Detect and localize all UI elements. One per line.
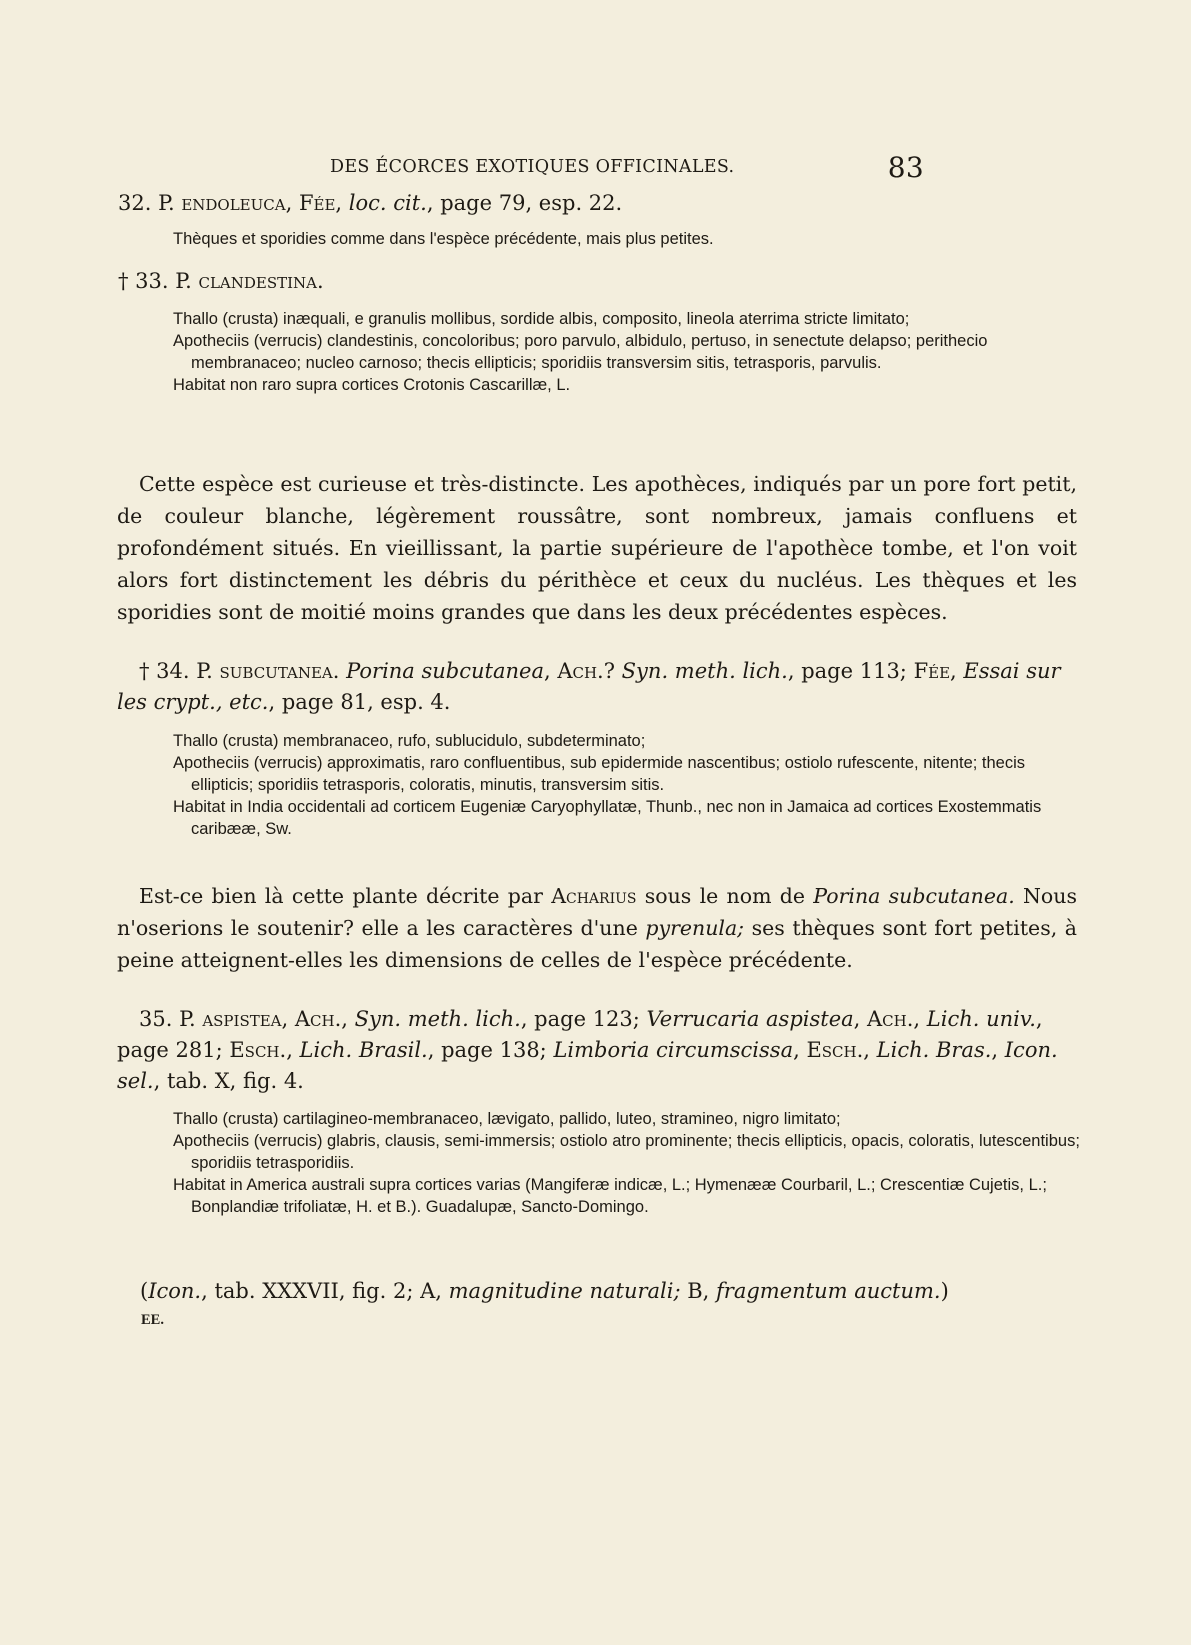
plate-reference [140,1276,1085,1307]
entry-number: † 34. P. [139,659,220,683]
entry-number: 35. P. [139,1007,203,1031]
text-run: Est-ce bien là cette plante décrite par [139,884,552,908]
synonym: Verrucaria aspistea [646,1007,854,1031]
species-name: clandestina. [198,269,324,293]
text-run: ( [140,1279,149,1303]
text-run: ses thèques sont fort petites, à peine atteignent-elles les dimensions de celles de l'espèce précédente. [117,916,1077,972]
species-name: endoleuca [181,191,286,215]
latin-line: Apotheciis (verrucis) glabris, clausis, semi-immersis; ostiolo atro prominente; thecis ellipticis, opacis, coloratis, lutescentibus; sporidiis tetrasporidiis. [173,1132,1080,1172]
latin-line: Habitat in India occidentali ad corticem Eugeniæ Caryophyllatæ, Thunb., nec non in Jamaica ad cortices Exostemmatis caribææ, Sw. [173,798,1042,838]
reference: Icon. sel. [117,1038,1058,1093]
separator: , [950,659,964,683]
reference-page: , page 79, esp. 22. [426,191,623,215]
reference: Lich. Brasil. [299,1038,428,1062]
species-mention: Porina subcutanea. [813,884,1015,908]
text-run: B, [680,1279,717,1303]
author: Ach. [294,1007,342,1031]
reference-page: , page 81, esp. 4. [268,690,451,714]
author: Ach. [557,659,604,683]
author: Ach. [867,1007,914,1031]
entry-34-commentary [117,880,1077,976]
separator: , [543,659,558,683]
caption-text: fragmentum auctum. [716,1279,941,1303]
separator: , [853,1007,868,1031]
author: Acharius [551,884,637,908]
text-run: Nous n'oserions le soutenir? elle a les caractères d'une [117,884,1077,940]
reference-page: , page 123; [520,1007,647,1031]
reference: Lich. univ. [926,1007,1036,1031]
latin-line: Habitat non raro supra cortices Crotonis Cascarillæ, L. [173,376,571,394]
genus-mention: pyrenula; [645,916,745,940]
author: Esch. [229,1038,287,1062]
reference: Syn. meth. lich. [621,659,788,683]
synonym: Porina subcutanea [346,659,544,683]
header-title: DES ÉCORCES EXOTIQUES OFFICINALES. [330,157,735,177]
separator: ? [603,659,622,683]
entry-35-latin-diagnosis [173,1108,1085,1218]
entry-number: † 33. P. [118,269,199,293]
entry-33-commentary: Cette espèce est curieuse et très-distincte. Les apothèces, indiqués par un pore fort petit, de couleur blanche, légèrement roussâtre, sont nombreux, jamais confluens et profondément situés. En vieillissant, la partie supérieure de l'apothèce tombe, et l'on voit alors fort distinctement les débris du périthèce et ceux du nucléus. Les thèques et les sporidies sont de moitié moins grandes que dans les deux précédentes espèces. [117,472,1077,624]
reference: loc. cit. [348,191,427,215]
separator: , [793,1038,807,1062]
text-run: , tab. XXXVII, fig. 2; A, [201,1279,449,1303]
author: Fée [298,191,336,215]
signature-mark: EE. [141,1312,164,1328]
separator: , [285,191,299,215]
entry-32-heading [118,188,1078,219]
reference: Icon. [148,1279,202,1303]
separator: , [863,1038,877,1062]
separator: , [335,191,349,215]
caption-text: magnitudine naturali; [448,1279,681,1303]
author: Esch. [806,1038,864,1062]
reference: Lich. Bras. [876,1038,992,1062]
entry-32-description: Thèques et sporidies comme dans l'espèce précédente, mais plus petites. [173,230,714,248]
entry-number: 32. P. [118,191,182,215]
separator: , [281,1007,295,1031]
species-name: subcutanea. [219,659,340,683]
latin-line: Thallo (crusta) cartilagineo-membranaceo, lævigato, pallido, luteo, stramineo, nigro limitato; [173,1110,841,1128]
latin-line: Apotheciis (verrucis) approximatis, raro confluentibus, sub epidermide nascentibus; ostiolo rufescente, nitente; thecis ellipticis; sporidiis tetrasporis, coloratis, minutis, transversim sitis. [173,754,1026,794]
separator: , [286,1038,300,1062]
entry-34-heading [117,656,1077,718]
reference-page: , page 113; [787,659,914,683]
text-run: sous le nom de [636,884,814,908]
reference: Syn. meth. lich. [354,1007,521,1031]
reference-page: , tab. X, fig. 4. [153,1069,304,1093]
entry-33-heading [118,266,1078,297]
reference-page: , page 281; [117,1007,1043,1062]
species-name: aspistea [202,1007,282,1031]
latin-line: Habitat in America australi supra cortices varias (Mangiferæ indicæ, L.; Hymenææ Courbaril, L.; Crescentiæ Cujetis, L.; Bonplandiæ trifoliatæ, H. et B.). Guadalupæ, Sancto-Domingo. [173,1176,1047,1216]
author: Fée [913,659,951,683]
synonym: Limboria circumscissa [553,1038,794,1062]
entry-33-latin-diagnosis [173,308,1085,396]
entry-34-latin-diagnosis [173,730,1085,840]
entry-35-heading [117,1004,1077,1097]
latin-line: Thallo (crusta) inæquali, e granulis mollibus, sordide albis, composito, lineola aterrima stricte limitato; [173,310,910,328]
separator: , [913,1007,927,1031]
reference-page: , page 138; [427,1038,554,1062]
separator: , [991,1038,1005,1062]
latin-line: Thallo (crusta) membranaceo, rufo, sublucidulo, subdeterminato; [173,732,646,750]
reference: Essai sur les crypt., etc. [117,659,1061,714]
text-run: ) [940,1279,949,1303]
page-number: 83 [887,151,924,184]
latin-line: Apotheciis (verrucis) clandestinis, concoloribus; poro parvulo, albidulo, pertuso, in senectute delapso; perithecio membranaceo; nucleo carnoso; thecis ellipticis; sporidiis transversim sitis, tetrasporis, parvulis. [173,332,988,372]
separator: , [341,1007,355,1031]
